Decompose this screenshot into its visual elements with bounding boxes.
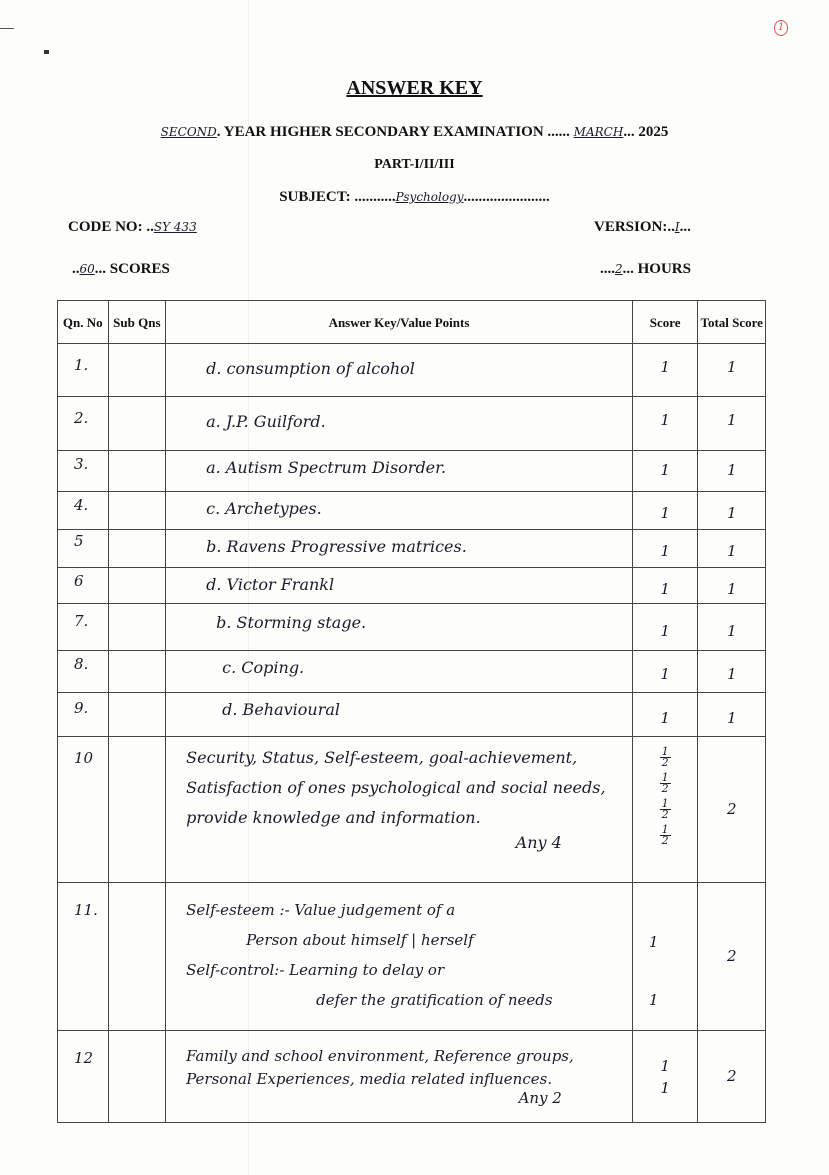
score-value: 1: [648, 991, 659, 1009]
answer-line: defer the gratification of needs: [316, 991, 553, 1009]
answer-cell: a. J.P. Guilford.: [166, 397, 633, 451]
total-cell: 1: [698, 693, 766, 737]
answer-line: Self-control:- Learning to delay or: [186, 961, 445, 979]
table-row: [58, 651, 766, 693]
score-cell: 1: [632, 530, 698, 568]
table-header-row: [58, 301, 766, 344]
sub-cell: [108, 397, 166, 451]
answer-cell: c. Coping.: [166, 651, 633, 693]
table-row: [58, 397, 766, 451]
answer-cell: d. Victor Frankl: [166, 568, 633, 604]
code-value: SY 433: [153, 220, 197, 234]
score-cell: [632, 1031, 698, 1123]
score-cell: [632, 737, 698, 883]
subject-value: Psychology: [395, 190, 464, 204]
sub-cell: [108, 344, 166, 397]
scan-artifact-mark: [0, 28, 14, 29]
answer-cell: [166, 883, 633, 1031]
scores-value: 60: [79, 262, 95, 276]
half-fraction: $\frac{1}{2}$: [661, 823, 669, 847]
scores-field: ..60... SCORES: [72, 261, 170, 277]
hours-field: ....2... HOURS: [600, 261, 691, 277]
answer-text: Security, Status, Self-esteem, goal-achievement, Satisfaction of ones psychological and social needs, provide knowledge and information.: [186, 748, 606, 827]
hours-value: 2: [615, 262, 623, 276]
sub-cell: [108, 451, 166, 492]
month-handwritten: MARCH: [573, 125, 624, 139]
any-tag: Any 2: [518, 1089, 562, 1107]
score-value: 1: [660, 1057, 670, 1075]
document-title: ANSWER KEY: [346, 77, 483, 99]
header-total: Total Score: [698, 301, 766, 344]
exam-text: YEAR HIGHER SECONDARY EXAMINATION: [223, 124, 544, 140]
score-cell: 1: [632, 397, 698, 451]
sub-cell: [108, 568, 166, 604]
score-cell: 1: [632, 568, 698, 604]
answer-cell: b. Ravens Progressive matrices.: [166, 530, 633, 568]
total-cell: 2: [698, 1031, 766, 1123]
table-row-q12: [58, 1031, 766, 1123]
score-cell: 1: [632, 651, 698, 693]
sub-cell: [108, 651, 166, 693]
half-fraction: $\frac{1}{2}$: [661, 797, 669, 821]
half-fraction: $\frac{1}{2}$: [661, 771, 669, 795]
hours-label: HOURS: [637, 261, 691, 277]
total-cell: 1: [698, 530, 766, 568]
table-row: [58, 451, 766, 492]
total-cell: 1: [698, 651, 766, 693]
score-cell: 1: [632, 604, 698, 651]
exam-year: 2025: [638, 124, 669, 140]
answer-line: Self-esteem :- Value judgement of a: [186, 901, 456, 919]
page-number: 1: [774, 20, 788, 36]
answer-cell: d. consumption of alcohol: [166, 344, 633, 397]
table-row: [58, 530, 766, 568]
sub-cell: [108, 737, 166, 883]
sub-cell: [108, 492, 166, 530]
answer-cell: d. Behavioural: [166, 693, 633, 737]
qn-cell: 4.: [58, 492, 109, 530]
answer-line: Person about himself | herself: [246, 931, 474, 949]
half-fraction: $\frac{1}{2}$: [661, 745, 669, 769]
sub-cell: [108, 604, 166, 651]
table-row: [58, 568, 766, 604]
sub-cell: [108, 1031, 166, 1123]
table-row: [58, 693, 766, 737]
answer-text: Family and school environment, Reference groups, Personal Experiences, media related influences.: [186, 1047, 574, 1088]
qn-cell: 7.: [58, 604, 109, 651]
answer-cell: a. Autism Spectrum Disorder.: [166, 451, 633, 492]
answer-cell: [166, 737, 633, 883]
score-cell: 1: [632, 693, 698, 737]
code-label: CODE NO:: [68, 219, 143, 235]
header-score: Score: [632, 301, 698, 344]
total-cell: 2: [698, 737, 766, 883]
header-answer: Answer Key/Value Points: [166, 301, 633, 344]
qn-cell: 10: [58, 737, 109, 883]
score-cell: 1: [632, 492, 698, 530]
any-tag: Any 4: [515, 833, 562, 852]
table-row: [58, 344, 766, 397]
total-cell: 1: [698, 492, 766, 530]
answer-cell: b. Storming stage.: [166, 604, 633, 651]
qn-cell: 6: [58, 568, 109, 604]
subject-label: SUBJECT:: [279, 189, 351, 205]
sub-cell: [108, 693, 166, 737]
answer-cell: c. Archetypes.: [166, 492, 633, 530]
qn-cell: 11.: [58, 883, 109, 1031]
header-qn: Qn. No: [58, 301, 109, 344]
scores-label: SCORES: [109, 261, 170, 277]
subject-line: SUBJECT: ...........Psychology.......................: [279, 189, 550, 205]
qn-cell: 9.: [58, 693, 109, 737]
total-cell: 2: [698, 883, 766, 1031]
score-value: 1: [648, 933, 659, 951]
qn-cell: 2.: [58, 397, 109, 451]
sub-cell: [108, 883, 166, 1031]
score-value: 1: [660, 1079, 670, 1097]
answer-key-table: [57, 300, 766, 1123]
header-sub: Sub Qns: [108, 301, 166, 344]
score-cell: 1: [632, 451, 698, 492]
qn-cell: 5: [58, 530, 109, 568]
qn-cell: 8.: [58, 651, 109, 693]
total-cell: 1: [698, 451, 766, 492]
part-line: PART-I/II/III: [374, 157, 455, 172]
total-cell: 1: [698, 344, 766, 397]
table-row: [58, 492, 766, 530]
table-row: [58, 604, 766, 651]
code-field: CODE NO: ..SY 433: [68, 219, 197, 235]
score-cell: 1: [632, 344, 698, 397]
table-row-q10: [58, 737, 766, 883]
year-handwritten: SECOND: [160, 125, 217, 139]
answer-cell: [166, 1031, 633, 1123]
qn-cell: 12: [58, 1031, 109, 1123]
version-field: VERSION:..I...: [594, 219, 691, 235]
score-cell: [632, 883, 698, 1031]
exam-line: SECOND. YEAR HIGHER SECONDARY EXAMINATION ...... MARCH... 2025: [160, 124, 669, 140]
qn-cell: 1.: [58, 344, 109, 397]
version-label: VERSION:: [594, 219, 668, 235]
version-value: I: [674, 220, 680, 234]
total-cell: 1: [698, 568, 766, 604]
sub-cell: [108, 530, 166, 568]
table-row-q11: [58, 883, 766, 1031]
total-cell: 1: [698, 604, 766, 651]
scan-artifact-dot: [44, 50, 49, 54]
total-cell: 1: [698, 397, 766, 451]
qn-cell: 3.: [58, 451, 109, 492]
